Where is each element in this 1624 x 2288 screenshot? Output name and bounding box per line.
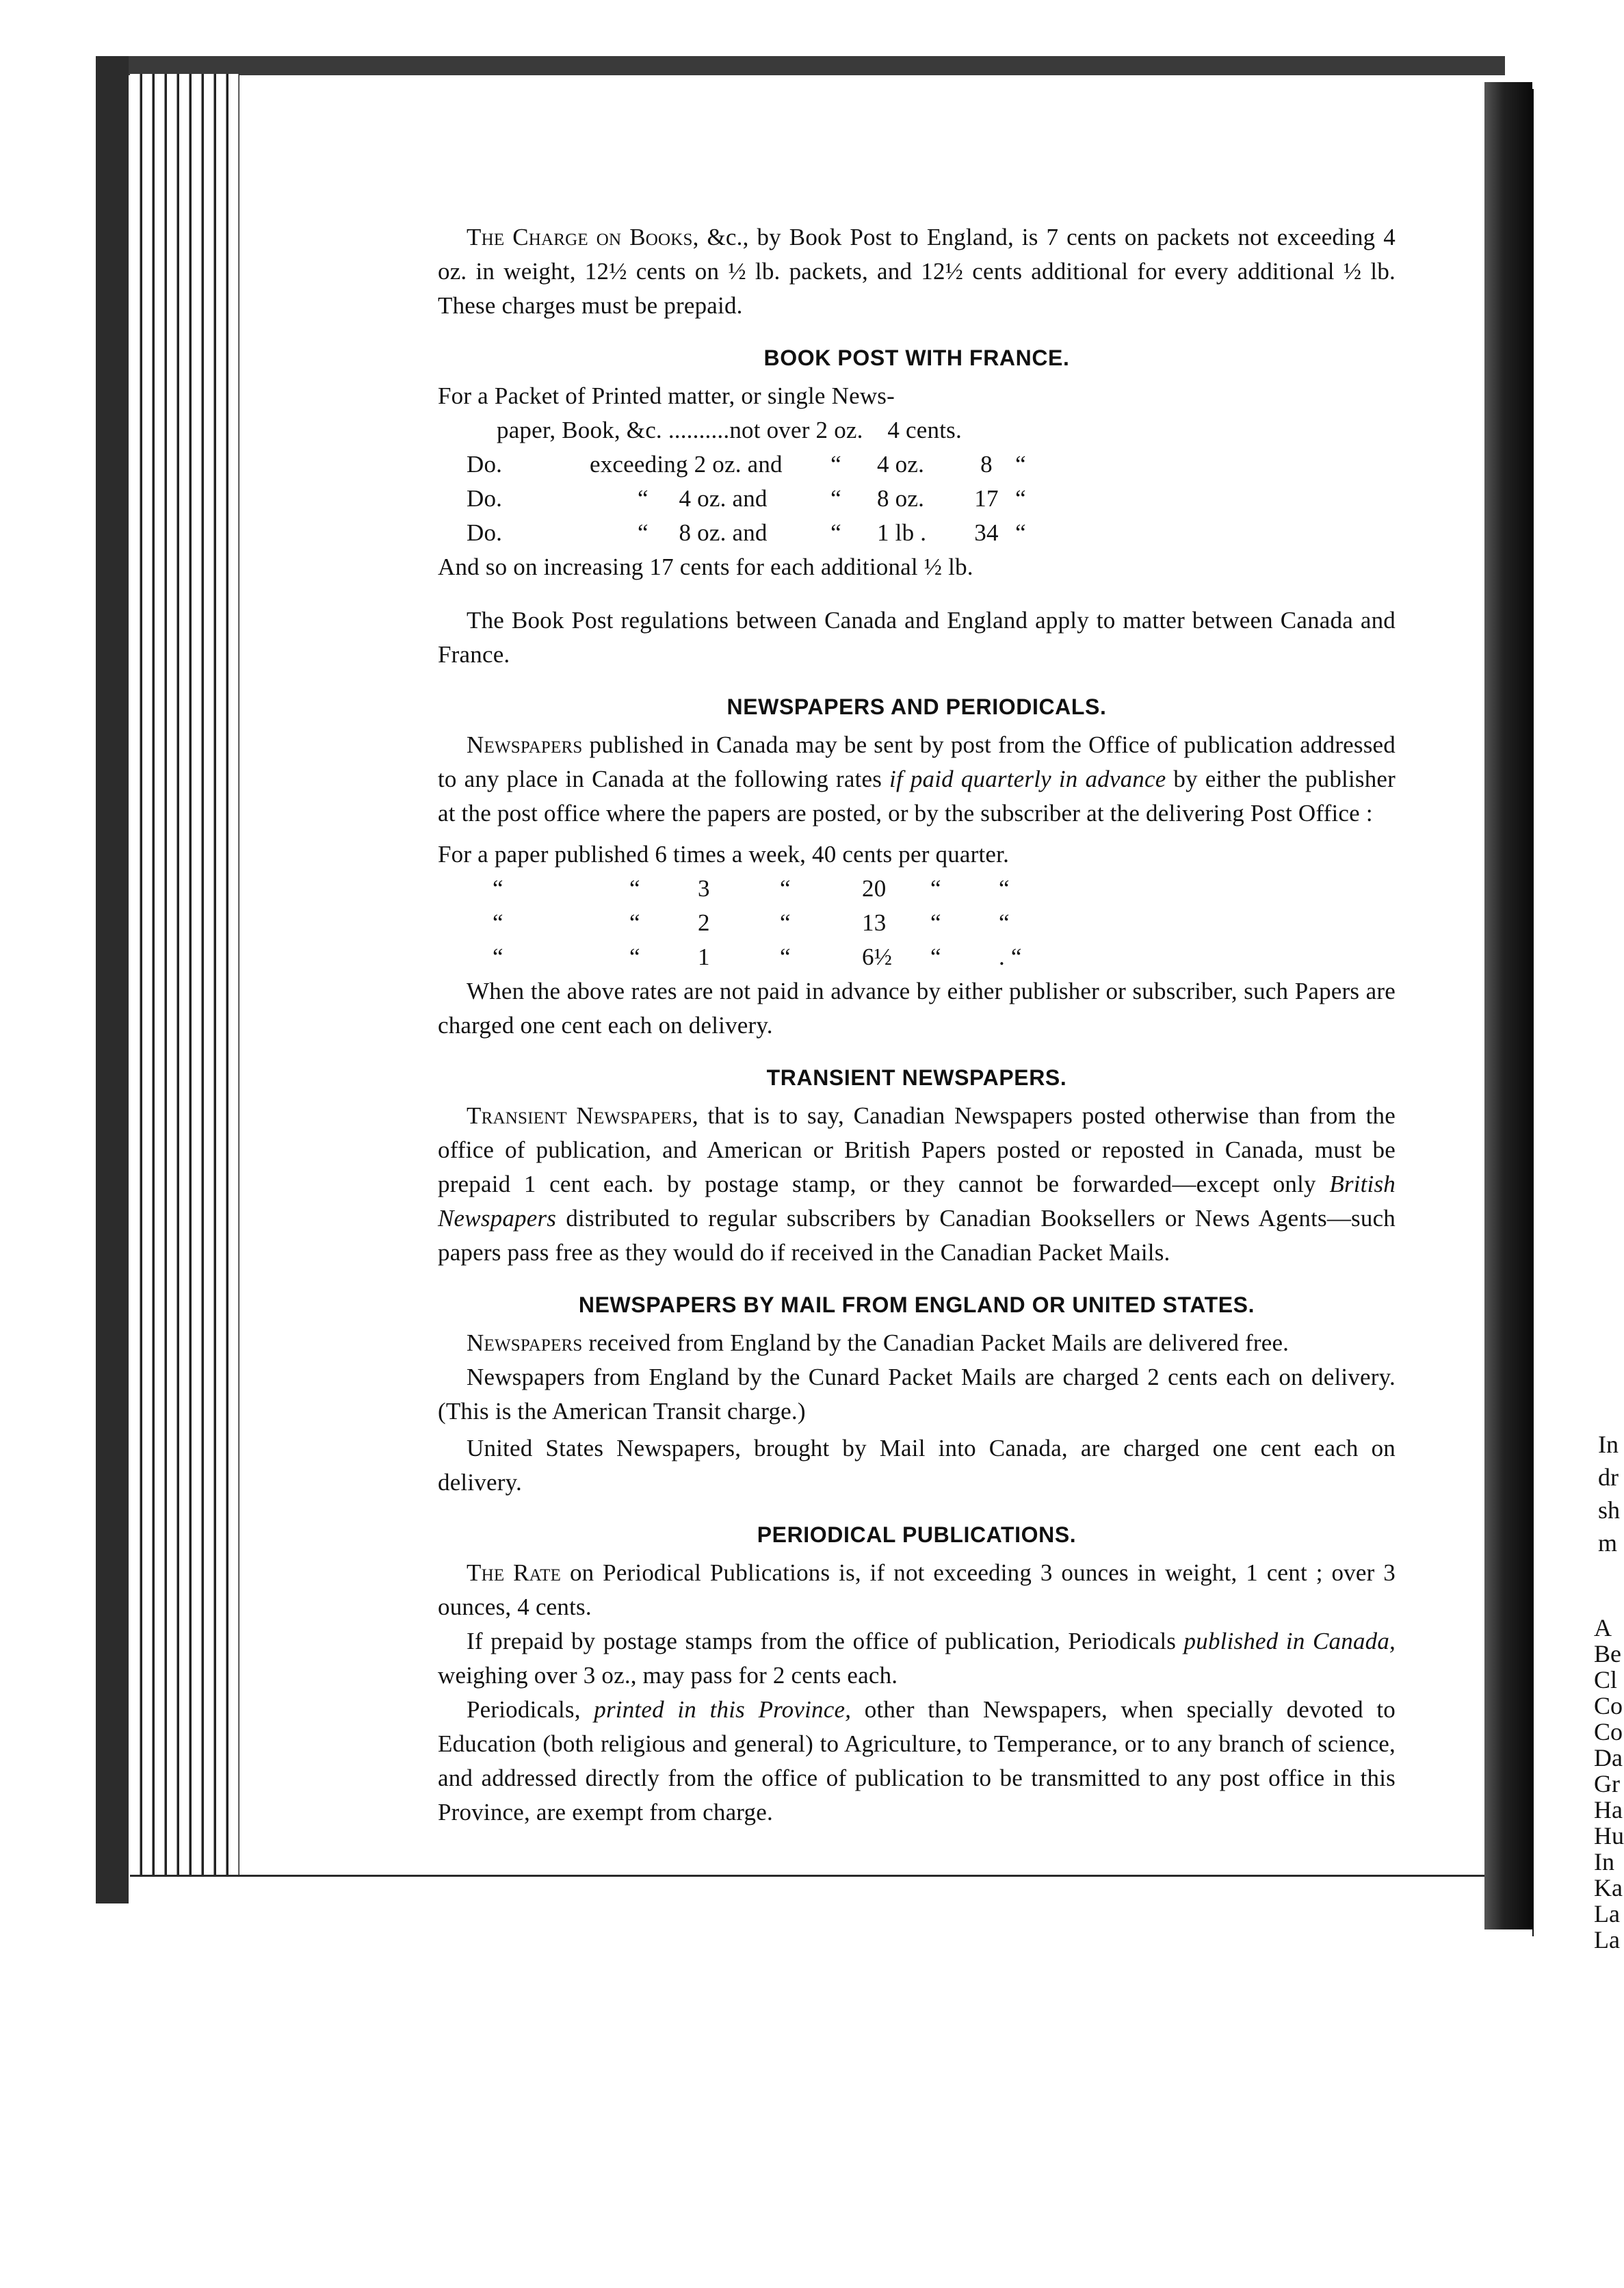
- periodicals-lead: The Rate: [467, 1559, 562, 1586]
- transient-text-cont: distributed to regular subscribers by Canadian Booksellers or News Agents—such papers pass free as they would do if received in the Canadian Packet Mails.: [438, 1205, 1396, 1266]
- ditto-mark: . “: [999, 944, 1022, 970]
- rate-value: 17: [974, 485, 999, 512]
- page-bottom-edge: [130, 1875, 1505, 1904]
- france-line-1: For a Packet of Printed matter, or single News-: [438, 382, 895, 409]
- periodicals-italic: printed in this Province,: [594, 1696, 852, 1723]
- fragment: Hu: [1594, 1822, 1624, 1849]
- unpaid-paragraph: When the above rates are not paid in advance by either publisher or subscriber, such Papers are charged one cent each on delivery.: [438, 978, 1396, 1039]
- ditto-label: Do.: [467, 519, 503, 546]
- fragment: Co: [1594, 1692, 1623, 1719]
- periodicals-text-cont: other than Newspapers, when specially devoted to Education (both religious and general) to Agriculture, to Temperance, or to any branch of science, and addressed directly from the office of publication to be transmitted to any post office in this Province, are exempt from charge.: [438, 1696, 1396, 1825]
- fragment: dr: [1598, 1464, 1619, 1491]
- ditto-mark: “: [930, 944, 941, 970]
- ditto-mark: “: [830, 451, 841, 478]
- periodicals-italic: published in Canada,: [1183, 1628, 1396, 1654]
- ditto-mark: “: [780, 944, 791, 970]
- ditto-mark: “: [780, 909, 791, 936]
- france-rate-row: [438, 482, 1396, 516]
- periodicals-paragraph-3: [438, 1693, 1396, 1830]
- ditto-mark: “: [830, 519, 841, 546]
- rate-value: 34: [974, 519, 999, 546]
- france-line-2: paper, Book, &c. ..........not over 2 oz. 4 cents.: [497, 417, 962, 443]
- fragment: A: [1594, 1614, 1612, 1641]
- fragment: Da: [1594, 1744, 1623, 1771]
- transient-italic: British Newspapers: [438, 1171, 1396, 1232]
- ditto-mark: “: [999, 909, 1010, 936]
- rate-value: 8: [980, 451, 993, 478]
- transient-text: that is to say, Canadian Newspapers posted otherwise than from the office of publication, and American or British Papers posted or reposted in Canada, must be prepaid 1 cent each. by postage stamp, or they cannot be forwarded—except only: [438, 1102, 1396, 1197]
- heading-mail-england-us: NEWSPAPERS BY MAIL FROM ENGLAND OR UNITED STATES.: [578, 1292, 1255, 1317]
- page-leaves: [130, 74, 239, 1880]
- times-per-week: 1: [698, 944, 710, 970]
- fragment: In: [1598, 1431, 1619, 1458]
- ditto-mark: “: [629, 909, 640, 936]
- mail-paragraph-2: Newspapers from England by the Cunard Packet Mails are charged 2 cents each on delivery. (This is the American Transit charge.): [438, 1364, 1396, 1425]
- scan-top-edge: [96, 56, 1505, 75]
- newspaper-rate-row: [438, 940, 1396, 974]
- rate-line: For a paper published 6 times a week, 40 cents per quarter.: [438, 841, 1010, 868]
- newspaper-rate-row: [438, 872, 1396, 906]
- ditto-mark: “: [1015, 519, 1026, 546]
- transient-paragraph: [438, 1099, 1396, 1270]
- intro-lead: The Charge on Books,: [467, 224, 699, 250]
- mail-paragraph-3: United States Newspapers, brought by Mail into Canada, are charged one cent each on delivery.: [438, 1435, 1396, 1496]
- ditto-mark: “: [930, 875, 941, 902]
- ditto-mark: “: [830, 485, 841, 512]
- ditto-mark: “: [493, 944, 503, 970]
- newspapers-text-cont: by either the publisher at the post office where the papers are posted, or by the subscriber at the delivering Post Office :: [438, 766, 1396, 827]
- ditto-mark: “: [629, 875, 640, 902]
- ditto-mark: “: [493, 909, 503, 936]
- ditto-mark: “: [629, 944, 640, 970]
- fragment: Be: [1594, 1640, 1621, 1667]
- newspapers-lead: Newspapers: [467, 731, 583, 758]
- newspapers-text: published in Canada may be sent by post from the Office of publication addressed to any place in Canada at the following rates: [438, 731, 1396, 792]
- mail-paragraph-1: [438, 1326, 1396, 1360]
- heading-book-post-france: BOOK POST WITH FRANCE.: [763, 346, 1070, 370]
- weight-limit: 1 lb .: [877, 519, 927, 546]
- mail-text: received from England by the Canadian Packet Mails are delivered free.: [588, 1329, 1289, 1356]
- ditto-mark: “: [1015, 485, 1026, 512]
- periodicals-paragraph-2: [438, 1624, 1396, 1693]
- periodicals-text: Periodicals,: [467, 1696, 581, 1723]
- fragment: Cl: [1594, 1666, 1618, 1693]
- france-note: The Book Post regulations between Canada and England apply to matter between Canada and France.: [438, 607, 1396, 668]
- fragment: In: [1594, 1848, 1614, 1875]
- ditto-mark: “: [930, 909, 941, 936]
- periodicals-text-cont: weighing over 3 oz., may pass for 2 cents each.: [438, 1662, 898, 1689]
- periodicals-text: If prepaid by postage stamps from the office of publication, Periodicals: [467, 1628, 1177, 1654]
- ditto-mark: “: [493, 875, 503, 902]
- weight-range: exceeding 2 oz. and: [590, 451, 783, 478]
- heading-transient-newspapers: TRANSIENT NEWSPAPERS.: [766, 1065, 1067, 1090]
- newspapers-paragraph: [438, 728, 1396, 831]
- page-text: [438, 220, 1396, 1830]
- rate-cents: 6½: [862, 944, 893, 970]
- rate-cents: 20: [862, 875, 887, 902]
- times-per-week: 3: [698, 875, 710, 902]
- fragment: Gr: [1594, 1770, 1620, 1797]
- weight-range: “ 8 oz. and: [638, 519, 768, 546]
- fragment: Ha: [1594, 1796, 1623, 1823]
- ditto-label: Do.: [467, 451, 503, 478]
- france-closing: And so on increasing 17 cents for each additional ½ lb.: [438, 554, 973, 580]
- fragment: La: [1594, 1926, 1620, 1953]
- heading-newspapers-periodicals: NEWSPAPERS AND PERIODICALS.: [726, 694, 1107, 719]
- periodicals-text: on Periodical Publications is, if not exceeding 3 ounces in weight, 1 cent ; over 3 ounces, 4 cents.: [438, 1559, 1396, 1620]
- periodicals-paragraph-1: [438, 1556, 1396, 1624]
- times-per-week: 2: [698, 909, 710, 936]
- fragment: Co: [1594, 1718, 1623, 1745]
- fragment: m: [1598, 1529, 1618, 1557]
- newspaper-rate-row: [438, 906, 1396, 940]
- heading-periodical-publications: PERIODICAL PUBLICATIONS.: [757, 1522, 1077, 1547]
- ditto-mark: “: [1015, 451, 1026, 478]
- intro-text: &c., by Book Post to England, is 7 cents on packets not exceeding 4 oz. in weight, 12½ cents on ½ lb. packets, and 12½ cents additional for every additional ½ lb. These charges must be prepaid.: [438, 224, 1396, 319]
- fragment: sh: [1598, 1496, 1621, 1524]
- weight-range: “ 4 oz. and: [638, 485, 768, 512]
- fragment: Ka: [1594, 1874, 1623, 1901]
- book-spine: [96, 56, 129, 1903]
- weight-limit: 4 oz.: [877, 451, 925, 478]
- gutter-shadow: [1484, 82, 1532, 1929]
- newspapers-italic: if paid quarterly in advance: [889, 766, 1166, 792]
- intro-paragraph: [438, 220, 1396, 323]
- weight-limit: 8 oz.: [877, 485, 925, 512]
- france-rate-row: [438, 516, 1396, 550]
- transient-lead: Transient Newspapers,: [467, 1102, 698, 1129]
- ditto-label: Do.: [467, 485, 503, 512]
- ditto-mark: “: [780, 875, 791, 902]
- fragment: La: [1594, 1900, 1620, 1927]
- rate-cents: 13: [862, 909, 887, 936]
- france-rate-row: [438, 447, 1396, 482]
- ditto-mark: “: [999, 875, 1010, 902]
- mail-lead: Newspapers: [467, 1329, 583, 1356]
